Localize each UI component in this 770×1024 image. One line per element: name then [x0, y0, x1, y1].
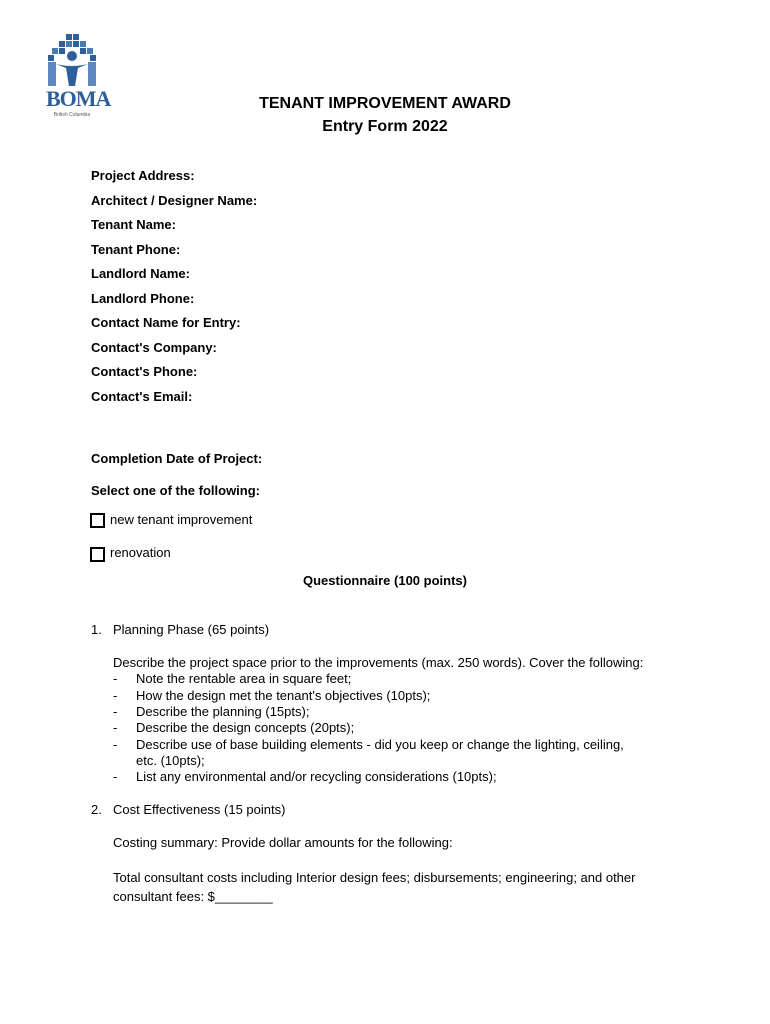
q1-bullet: How the design met the tenant's objectives (10pts); [136, 688, 431, 703]
contact-name-label: Contact Name for Entry: [91, 315, 241, 330]
q1-bullet: Describe the planning (15pts); [136, 704, 310, 719]
bullet-dash: - [113, 720, 118, 735]
bullet-dash: - [113, 769, 118, 784]
q1-bullet: Note the rentable area in square feet; [136, 671, 352, 686]
q1-bullet: Describe the design concepts (20pts); [136, 720, 355, 735]
completion-date-label: Completion Date of Project: [91, 451, 263, 466]
logo-subtitle: British Columbia [53, 112, 91, 118]
q1-bullet: Describe use of base building elements - did you keep or change the lighting, ceiling, [136, 737, 624, 752]
q2-consultant-costs: Total consultant costs including Interior design fees; disbursements; engineering; and other [113, 870, 636, 885]
bullet-dash: - [113, 671, 118, 686]
landlord-phone-label: Landlord Phone: [91, 291, 195, 306]
contact-phone-label: Contact's Phone: [91, 364, 198, 379]
new-tenant-improvement-label: new tenant improvement [110, 512, 253, 527]
logo-name: BOMA [46, 86, 111, 111]
q2-number: 2. [91, 802, 102, 817]
q2-title: Cost Effectiveness (15 points) [113, 802, 286, 817]
q1-number: 1. [91, 622, 102, 637]
form-title: TENANT IMPROVEMENT AWARD [259, 95, 511, 112]
tenant-phone-label: Tenant Phone: [91, 242, 181, 257]
q1-title: Planning Phase (65 points) [113, 622, 270, 637]
contact-company-label: Contact's Company: [91, 340, 217, 355]
bullet-dash: - [113, 704, 118, 719]
bullet-dash: - [113, 688, 118, 703]
tenant-name-label: Tenant Name: [91, 217, 176, 232]
q2-consultant-fees: consultant fees: $________ [113, 889, 273, 904]
contact-email-label: Contact's Email: [91, 389, 193, 404]
project-address-label: Project Address: [91, 168, 195, 183]
renovation-label: renovation [110, 545, 171, 560]
bullet-dash: - [113, 737, 118, 752]
q1-bullet-continuation: etc. (10pts); [136, 753, 205, 768]
boma-building-figure-logo-icon [46, 34, 98, 90]
select-one-label: Select one of the following: [91, 483, 260, 498]
q1-bullet: List any environmental and/or recycling considerations (10pts); [136, 769, 497, 784]
q2-intro: Costing summary: Provide dollar amounts for the following: [113, 835, 453, 850]
architect-designer-name-label: Architect / Designer Name: [91, 193, 258, 208]
renovation-checkbox[interactable] [90, 547, 105, 562]
q1-intro: Describe the project space prior to the improvements (max. 250 words). Cover the following: [113, 655, 644, 670]
questionnaire-heading: Questionnaire (100 points) [303, 573, 467, 588]
new-tenant-improvement-checkbox[interactable] [90, 513, 105, 528]
form-subtitle: Entry Form 2022 [322, 118, 448, 135]
landlord-name-label: Landlord Name: [91, 266, 190, 281]
